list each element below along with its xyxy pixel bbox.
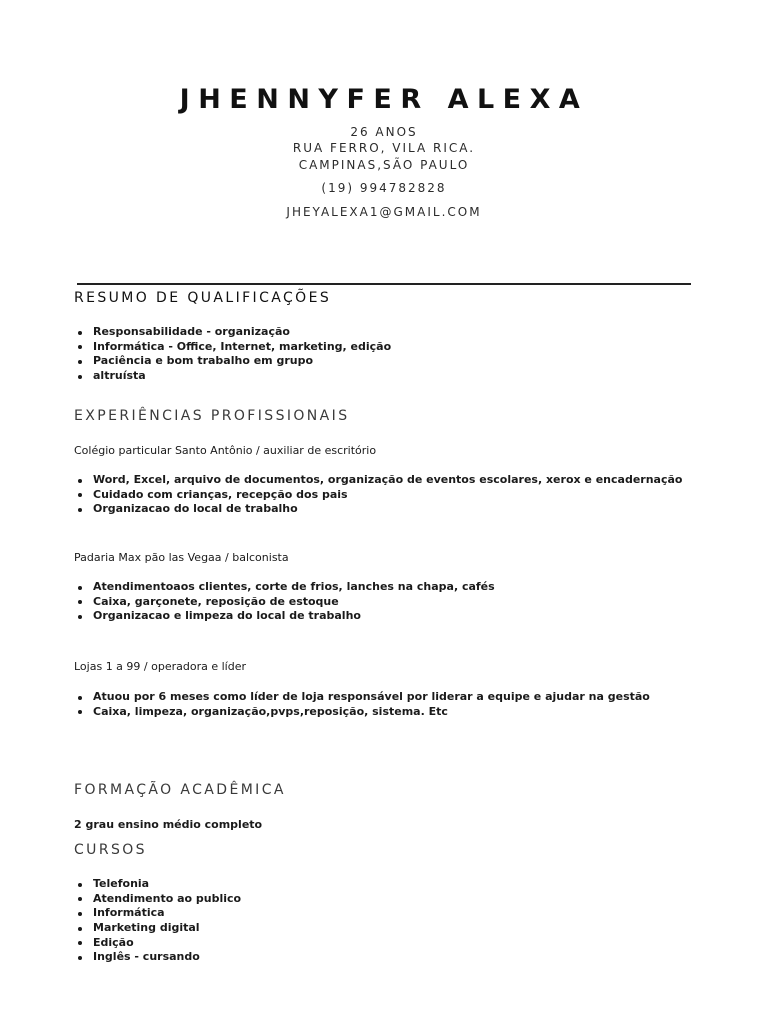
email: JHEYALEXA1@GMAIL.COM [286, 205, 482, 219]
list-item: Informática - Office, Internet, marketing, edição [74, 340, 391, 355]
list-item: Edição [74, 936, 241, 951]
address-line-1: RUA FERRO, VILA RICA. [292, 141, 476, 155]
list-item: altruísta [74, 369, 391, 384]
list-item: Atuou por 6 meses como líder de loja responsável por liderar a equipe e ajudar na gestão [74, 690, 650, 705]
list-item: Cuidado com crianças, recepção dos pais [74, 488, 682, 503]
job-duties-list [74, 473, 682, 517]
job-title: Colégio particular Santo Antônio / auxiliar de escritório [74, 444, 377, 457]
list-item: Paciência e bom trabalho em grupo [74, 354, 391, 369]
courses-list [74, 877, 241, 965]
list-item: Telefonia [74, 877, 241, 892]
list-item: Inglês - cursando [74, 950, 241, 965]
list-item: Organizacao do local de trabalho [74, 502, 682, 517]
job-title: Lojas 1 a 99 / operadora e líder [74, 660, 246, 673]
education-heading: FORMAÇÃO ACADÊMICA [74, 782, 286, 798]
list-item: Responsabilidade - organização [74, 325, 391, 340]
list-item: Atendimentoaos clientes, corte de frios, lanches na chapa, cafés [74, 580, 495, 595]
list-item: Caixa, garçonete, reposição de estoque [74, 595, 495, 610]
phone: (19) 994782828 [321, 181, 447, 195]
experience-heading: EXPERIÊNCIAS PROFISSIONAIS [74, 408, 350, 424]
list-item: Organizacao e limpeza do local de trabalho [74, 609, 495, 624]
job-duties-list [74, 580, 495, 624]
education-text: 2 grau ensino médio completo [74, 818, 263, 831]
candidate-name: JHENNYFER ALEXA [179, 84, 589, 115]
job-duties-list [74, 690, 650, 719]
courses-heading: CURSOS [74, 842, 147, 858]
list-item: Marketing digital [74, 921, 241, 936]
age: 26 ANOS [350, 125, 418, 139]
list-item: Word, Excel, arquivo de documentos, organização de eventos escolares, xerox e encadernação [74, 473, 682, 488]
list-item: Atendimento ao publico [74, 892, 241, 907]
qualifications-list [74, 325, 391, 384]
header-divider [77, 283, 691, 285]
list-item: Caixa, limpeza, organização,pvps,reposição, sistema. Etc [74, 705, 650, 720]
list-item: Informática [74, 906, 241, 921]
address-line-2: CAMPINAS,SÃO PAULO [298, 158, 470, 172]
job-title: Padaria Max pão las Vegaa / balconista [74, 551, 289, 564]
qualifications-heading: RESUMO DE QUALIFICAÇÕES [74, 290, 332, 306]
